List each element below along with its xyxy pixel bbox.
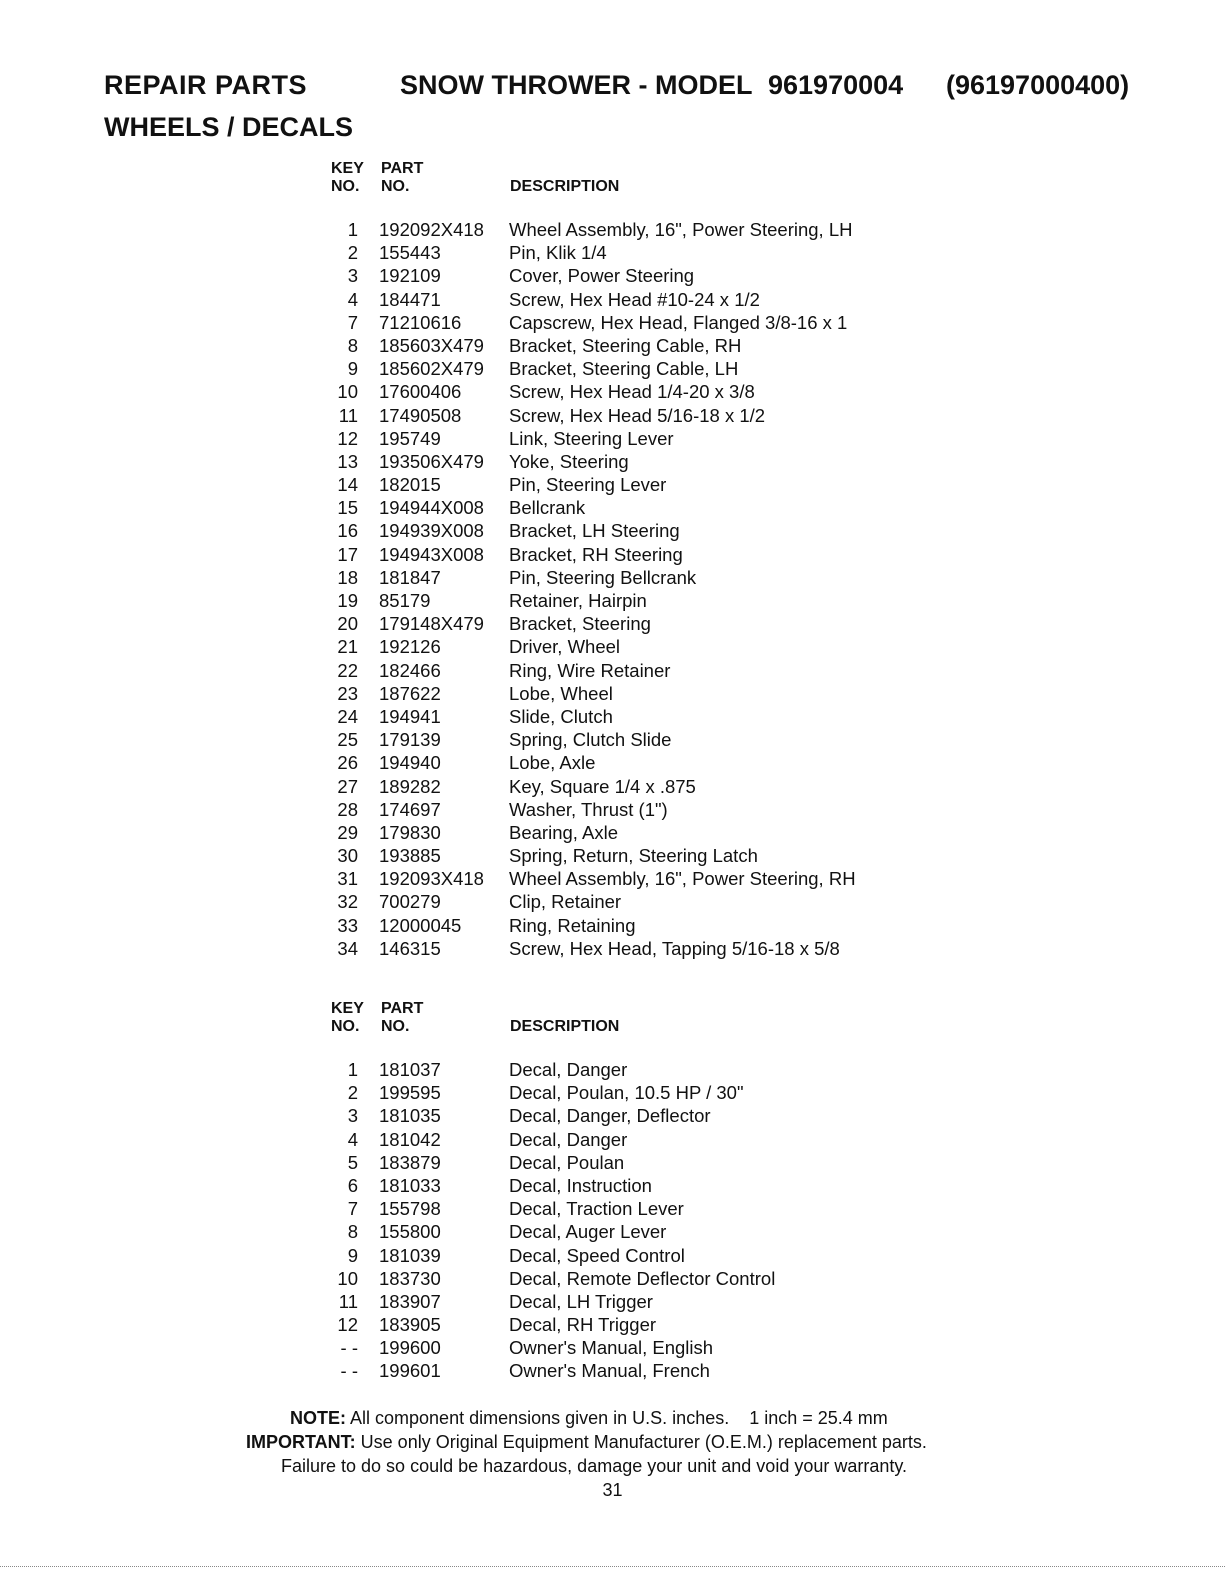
note-line [290, 1406, 888, 1430]
part-number: 194944X008 [379, 497, 484, 519]
key-number: 24 [337, 705, 358, 727]
part-number: 181035 [379, 1105, 441, 1127]
key-number: 34 [337, 937, 358, 959]
part-number: 194943X008 [379, 543, 484, 565]
part-number: 194941 [379, 705, 441, 727]
part-description: Decal, Auger Lever [509, 1221, 667, 1243]
part-number: 185602X479 [379, 358, 484, 380]
part-description: Screw, Hex Head #10-24 x 1/2 [509, 288, 760, 310]
part-number: 181042 [379, 1128, 441, 1150]
table-row [320, 543, 1020, 566]
table-row [320, 589, 1020, 612]
key-number: 1 [347, 219, 358, 240]
part-number: 189282 [379, 775, 441, 797]
part-description: Washer, Thrust (1") [509, 798, 668, 820]
part-header-line1: PART [381, 160, 424, 177]
key-header-line1: KEY [331, 160, 364, 177]
key-number: 2 [347, 242, 358, 264]
part-description: Link, Steering Lever [509, 427, 674, 449]
bottom-divider [0, 1566, 1225, 1567]
part-description: Bellcrank [509, 497, 586, 519]
table-row [320, 635, 1020, 658]
part-description: Decal, RH Trigger [509, 1314, 657, 1336]
part-description: Bearing, Axle [509, 821, 619, 843]
key-number: 11 [338, 404, 358, 426]
part-description: Bracket, Steering Cable, LH [509, 358, 739, 380]
part-description: Owner's Manual, English [509, 1337, 714, 1359]
part-number: 183905 [379, 1314, 441, 1336]
part-number: 192109 [379, 265, 441, 287]
note-label: NOTE: [290, 1408, 346, 1428]
section-title: WHEELS / DECALS [104, 112, 354, 142]
key-number: 6 [347, 1174, 358, 1196]
table-row [320, 612, 1020, 635]
note-text: All component dimensions given in U.S. inches. 1 inch = 25.4 mm [350, 1408, 888, 1428]
part-number: 183879 [379, 1151, 441, 1173]
table-row [320, 1128, 1020, 1151]
part-number: 181039 [379, 1244, 441, 1266]
part-description: Pin, Steering Bellcrank [509, 566, 697, 588]
description-header: DESCRIPTION [510, 178, 620, 195]
part-number: 155800 [379, 1221, 441, 1243]
part-number: 181847 [379, 566, 441, 588]
table-row [320, 1081, 1020, 1104]
part-description: Lobe, Axle [509, 752, 596, 774]
key-number: 33 [337, 914, 358, 936]
part-description: Decal, Danger, Deflector [509, 1105, 711, 1127]
key-number: 28 [337, 798, 358, 820]
key-number: - - [340, 1360, 358, 1382]
part-description: Bracket, RH Steering [509, 543, 683, 565]
table-row [320, 705, 1020, 728]
part-description: Decal, Danger [509, 1059, 628, 1080]
key-number: 27 [337, 775, 358, 797]
part-description: Decal, Instruction [509, 1174, 652, 1196]
part-description: Lobe, Wheel [509, 682, 613, 704]
model-number: 961970004 [768, 70, 904, 100]
part-description: Bracket, Steering Cable, RH [509, 334, 742, 356]
key-header-line2: NO. [331, 1018, 360, 1035]
table-row [320, 427, 1020, 450]
key-number: 12 [337, 427, 358, 449]
key-number: 9 [347, 1244, 358, 1266]
part-description: Decal, Traction Lever [509, 1198, 684, 1220]
part-number: 183730 [379, 1267, 441, 1289]
key-number: 4 [347, 288, 358, 310]
failure-warning: Failure to do so could be hazardous, damage your unit and void your warranty. [281, 1456, 908, 1476]
table-row [320, 334, 1020, 357]
part-description: Owner's Manual, French [509, 1360, 710, 1382]
table-header [320, 160, 1020, 218]
table-row [320, 1220, 1020, 1243]
table-row [320, 288, 1020, 311]
part-number: 155443 [379, 242, 441, 264]
part-description: Capscrew, Hex Head, Flanged 3/8-16 x 1 [509, 311, 848, 333]
table-row [320, 1359, 1020, 1382]
part-number: 179139 [379, 729, 441, 751]
part-number: 192093X418 [379, 868, 484, 890]
table-row [320, 450, 1020, 473]
part-description: Decal, Poulan, 10.5 HP / 30" [509, 1082, 744, 1104]
key-number: 25 [337, 729, 358, 751]
table-row [320, 890, 1020, 913]
part-description: Bracket, LH Steering [509, 520, 680, 542]
table-row [320, 914, 1020, 937]
key-number: 5 [347, 1151, 358, 1173]
part-number: 700279 [379, 891, 441, 913]
part-number: 146315 [379, 937, 441, 959]
table-row [320, 357, 1020, 380]
part-description: Clip, Retainer [509, 891, 622, 913]
table-row [320, 775, 1020, 798]
key-number: 8 [347, 1221, 358, 1243]
part-number: 17490508 [379, 404, 462, 426]
part-description: Decal, Poulan [509, 1151, 625, 1173]
part-number: 85179 [379, 590, 431, 611]
part-number: 199600 [379, 1337, 441, 1359]
part-description: Screw, Hex Head, Tapping 5/16-18 x 5/8 [509, 937, 840, 959]
key-number: - - [340, 1337, 358, 1359]
table-row [320, 867, 1020, 890]
part-number: 179148X479 [379, 613, 484, 635]
table-row [320, 380, 1020, 403]
part-number: 192092X418 [379, 219, 484, 240]
part-number: 195749 [379, 427, 441, 449]
key-number: 29 [337, 821, 358, 843]
key-number: 1 [347, 1059, 358, 1080]
wheels-parts-table [320, 160, 1020, 960]
part-description: Screw, Hex Head 1/4-20 x 3/8 [509, 381, 755, 403]
wheels-rows [320, 218, 1020, 960]
table-row [320, 1267, 1020, 1290]
key-number: 10 [337, 1267, 358, 1289]
key-number: 14 [337, 474, 358, 496]
part-number: 182466 [379, 659, 441, 681]
part-description: Pin, Steering Lever [509, 474, 667, 496]
description-header: DESCRIPTION [510, 1018, 620, 1035]
part-header-line2: NO. [381, 1018, 410, 1035]
key-number: 18 [337, 566, 358, 588]
table-row [320, 1174, 1020, 1197]
key-number: 15 [337, 497, 358, 519]
part-description: Pin, Klik 1/4 [509, 242, 607, 264]
part-number: 185603X479 [379, 334, 484, 356]
key-number: 7 [347, 1198, 358, 1220]
key-number: 23 [337, 682, 358, 704]
part-description: Wheel Assembly, 16", Power Steering, RH [509, 868, 856, 890]
part-description: Wheel Assembly, 16", Power Steering, LH [509, 219, 853, 240]
key-header-line2: NO. [331, 178, 360, 195]
part-description: Decal, Speed Control [509, 1244, 685, 1266]
table-row [320, 496, 1020, 519]
part-description: Cover, Power Steering [509, 265, 695, 287]
part-number: 71210616 [379, 311, 462, 333]
part-description: Screw, Hex Head 5/16-18 x 1/2 [509, 404, 766, 426]
table-row [320, 1313, 1020, 1336]
key-number: 3 [347, 1105, 358, 1127]
part-number: 17600406 [379, 381, 462, 403]
table-row [320, 659, 1020, 682]
part-number: 187622 [379, 682, 441, 704]
table-row [320, 1104, 1020, 1127]
key-number: 2 [347, 1082, 358, 1104]
table-row [320, 264, 1020, 287]
part-description: Driver, Wheel [509, 636, 621, 658]
table-row [320, 844, 1020, 867]
part-description: Decal, Remote Deflector Control [509, 1267, 776, 1289]
table-row [320, 728, 1020, 751]
table-row [320, 682, 1020, 705]
decals-rows [320, 1058, 1020, 1383]
important-text: Use only Original Equipment Manufacturer (O.E.M.) replacement parts. [360, 1432, 927, 1452]
part-description: Retainer, Hairpin [509, 590, 647, 611]
table-row [320, 218, 1020, 241]
key-number: 11 [338, 1290, 358, 1312]
key-number: 4 [347, 1128, 358, 1150]
part-number: 181037 [379, 1059, 441, 1080]
key-number: 13 [337, 450, 358, 472]
part-description: Decal, Danger [509, 1128, 628, 1150]
key-header-line1: KEY [331, 1000, 364, 1017]
part-number: 181033 [379, 1174, 441, 1196]
key-number: 3 [347, 265, 358, 287]
key-number: 12 [337, 1314, 358, 1336]
part-description: Bracket, Steering [509, 613, 651, 635]
table-row [320, 1244, 1020, 1267]
part-number: 12000045 [379, 914, 462, 936]
table-row [320, 519, 1020, 542]
part-description: Spring, Return, Steering Latch [509, 845, 758, 867]
part-header-line2: NO. [381, 178, 410, 195]
part-number: 155798 [379, 1198, 441, 1220]
part-header-line1: PART [381, 1000, 424, 1017]
table-row [320, 751, 1020, 774]
key-number: 20 [337, 613, 358, 635]
part-number: 192126 [379, 636, 441, 658]
part-description: Spring, Clutch Slide [509, 729, 672, 751]
key-number: 22 [337, 659, 358, 681]
table-row [320, 1290, 1020, 1313]
key-number: 9 [347, 358, 358, 380]
important-label: IMPORTANT: [246, 1432, 356, 1452]
part-number: 194939X008 [379, 520, 484, 542]
page-number: 31 [602, 1480, 623, 1500]
key-number: 21 [337, 636, 358, 658]
key-number: 10 [337, 381, 358, 403]
part-description: Yoke, Steering [509, 450, 629, 472]
table-row [320, 1151, 1020, 1174]
part-description: Ring, Wire Retainer [509, 659, 671, 681]
table-row [320, 404, 1020, 427]
key-number: 32 [337, 891, 358, 913]
model-full-number: (96197000400) [946, 70, 1130, 100]
snow-thrower-label: SNOW THROWER - MODEL [400, 70, 753, 100]
decals-parts-table [320, 1000, 1020, 1383]
key-number: 17 [337, 543, 358, 565]
table-row [320, 1058, 1020, 1081]
table-header [320, 1000, 1020, 1058]
key-number: 7 [347, 311, 358, 333]
part-number: 193885 [379, 845, 441, 867]
key-number: 31 [337, 868, 358, 890]
page-header [0, 70, 1225, 110]
key-number: 19 [337, 590, 358, 611]
table-row [320, 937, 1020, 960]
part-number: 199595 [379, 1082, 441, 1104]
table-row [320, 821, 1020, 844]
table-row [320, 1197, 1020, 1220]
key-number: 30 [337, 845, 358, 867]
repair-parts-title: REPAIR PARTS [104, 70, 308, 100]
part-number: 179830 [379, 821, 441, 843]
part-number: 183907 [379, 1290, 441, 1312]
part-number: 184471 [379, 288, 441, 310]
part-description: Slide, Clutch [509, 705, 613, 727]
part-number: 182015 [379, 474, 441, 496]
part-number: 199601 [379, 1360, 441, 1382]
part-description: Key, Square 1/4 x .875 [509, 775, 696, 797]
table-row [320, 473, 1020, 496]
table-row [320, 798, 1020, 821]
key-number: 8 [347, 334, 358, 356]
table-row [320, 1336, 1020, 1359]
key-number: 26 [337, 752, 358, 774]
table-row [320, 311, 1020, 334]
part-number: 193506X479 [379, 450, 484, 472]
table-row [320, 566, 1020, 589]
important-line [246, 1430, 927, 1454]
part-description: Ring, Retaining [509, 914, 636, 936]
key-number: 16 [337, 520, 358, 542]
part-number: 174697 [379, 798, 441, 820]
table-row [320, 241, 1020, 264]
part-description: Decal, LH Trigger [509, 1290, 653, 1312]
part-number: 194940 [379, 752, 441, 774]
